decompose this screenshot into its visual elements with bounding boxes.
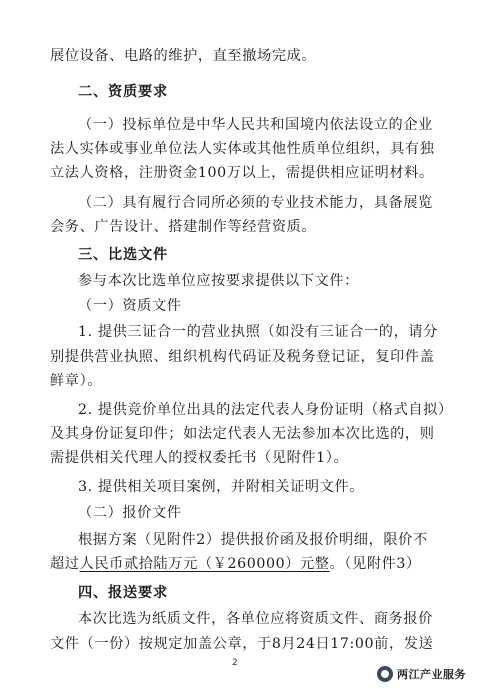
subsection-heading: （二）报价文件 [78,505,182,521]
text-line: 根据方案（见附件2）提供报价函及报价明细，限价不 [78,532,428,548]
text-line: 立法人资格，注册资金100万以上，需提供相应证明材料。 [50,165,434,181]
text-line: 1. 提供三证合一的营业执照（如没有三证合一的，请分 [78,324,438,340]
text-line: （一）投标单位是中华人民共和国境内依法设立的企业 [78,117,433,133]
text-line: 别提供营业执照、组织机构代码证及税务登记证，复印件盖 [50,349,435,365]
watermark-text: 两江产业服务 [397,668,466,681]
text-line: 展位设备、电路的维护，直至撤场完成。 [50,48,317,64]
text-line: 本次比选为纸质文件，各单位应将资质文件、商务报价 [78,611,433,627]
wechat-logo-icon [377,666,393,682]
text-line: （二）具有履行合同所必须的专业技术能力，具备展览 [78,195,433,211]
text-line: 鲜章）。 [50,373,103,389]
price-amount: 人民币贰拾陆万元（￥260000）元整 [79,556,330,572]
text-line: 会务、广告设计、搭建制作等经营资质。 [50,219,317,235]
price-line [50,554,450,574]
text-line: 2. 提供竞价单位出具的法定代表人身份证明（格式自拟） [78,402,453,418]
text-line: 参与本次比选单位应按要求提供以下文件： [78,273,359,289]
page-number: 2 [232,658,238,668]
price-prefix: 超过 [50,556,80,572]
text-line: 3. 提供相关项目案例，并附相关证明文件。 [78,479,365,495]
text-line: 法人实体或事业单位法人实体或其他性质单位组织，具有独 [50,141,435,157]
subsection-heading: （一）资质文件 [78,298,182,314]
text-line: 及其身份证复印件；如法定代表人无法参加本次比选的，则 [50,426,435,442]
section-heading: 四、报送要求 [78,585,168,601]
section-heading: 三、比选文件 [78,247,168,263]
price-suffix: 。（见附件3） [329,556,421,572]
text-line: 文件（一份）按规定加盖公章，于8月24日17:00前，发送 [50,636,434,652]
section-heading: 二、资质要求 [78,84,168,100]
text-line: 需提供相关代理人的授权委托书（见附件1）。 [50,450,349,466]
watermark [372,663,471,685]
